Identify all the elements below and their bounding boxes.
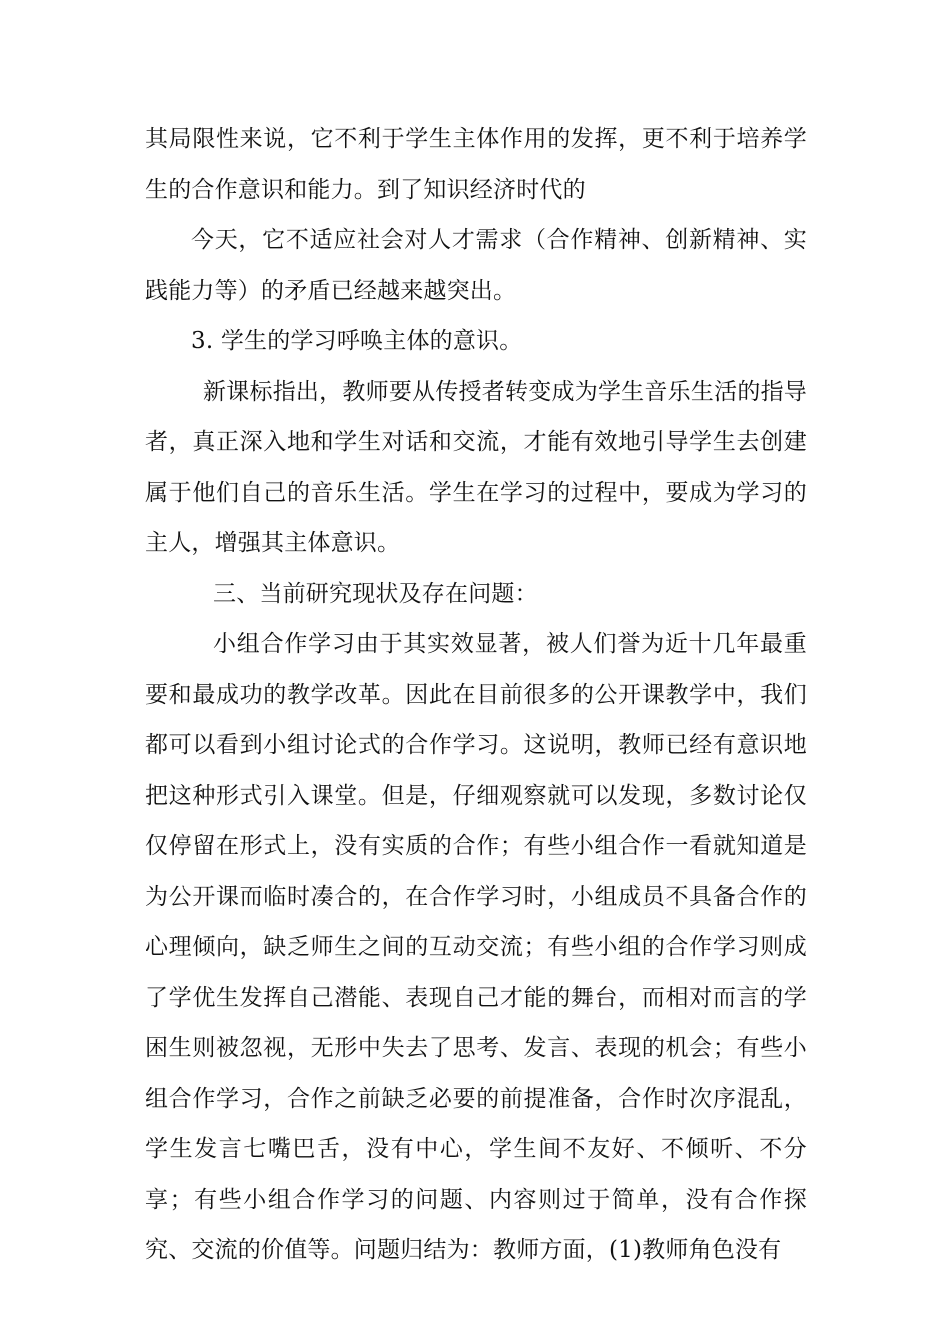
paragraph-new-curriculum: 新课标指出，教师要从传授者转变成为学生音乐生活的指导者，真正深入地和学生对话和交流，才能有效地引导学生去创建属于他们自己的音乐生活。学生在学习的过程中，要成为学习的主人，增强其主体意识。 [145,378,807,556]
paragraph-group-learning: 小组合作学习由于其实效显著，被人们誉为近十几年最重要和最成功的教学改革。因此在目前很多的公开课教学中，我们都可以看到小组讨论式的合作学习。这说明，教师已经有意识地把这种形式引入课堂。但是，仔细观察就可以发现，多数讨论仅仅停留在形式上，没有实质的合作；有些小组合作一看就知道是为公开课而临时凑合的，在合作学习时，小组成员不具备合作的心理倾向，缺乏师生之间的互动交流；有些小组的合作学习则成了学优生发挥自己潜能、表现自己才能的舞台，而相对而言的学困生则被忽视，无形中失去了思考、发言、表现的机会；有些小组合作学习，合作之前缺乏必要的前提准备，合作时次序混乱，学生发言七嘴巴舌，没有中心，学生间不友好、不倾听、不分享；有些小组合作学习的问题、内容则过于简单，没有合作探究、交流的价值等。问题归结为：教师方面，(1)教师角色没有 [145,631,807,1263]
section-heading-3: 3. 学生的学习呼唤主体的意识。 [191,328,523,354]
paragraph-today: 今天，它不适应社会对人才需求（合作精神、创新精神、实践能力等）的矛盾已经越来越突出。 [145,227,807,304]
document-body [145,114,807,1276]
paragraph-continuation: 其局限性来说，它不利于学生主体作用的发挥，更不利于培养学生的合作意识和能力。到了知识经济时代的 [145,126,807,203]
section-heading-current-status: 三、当前研究现状及存在问题： [213,580,538,607]
